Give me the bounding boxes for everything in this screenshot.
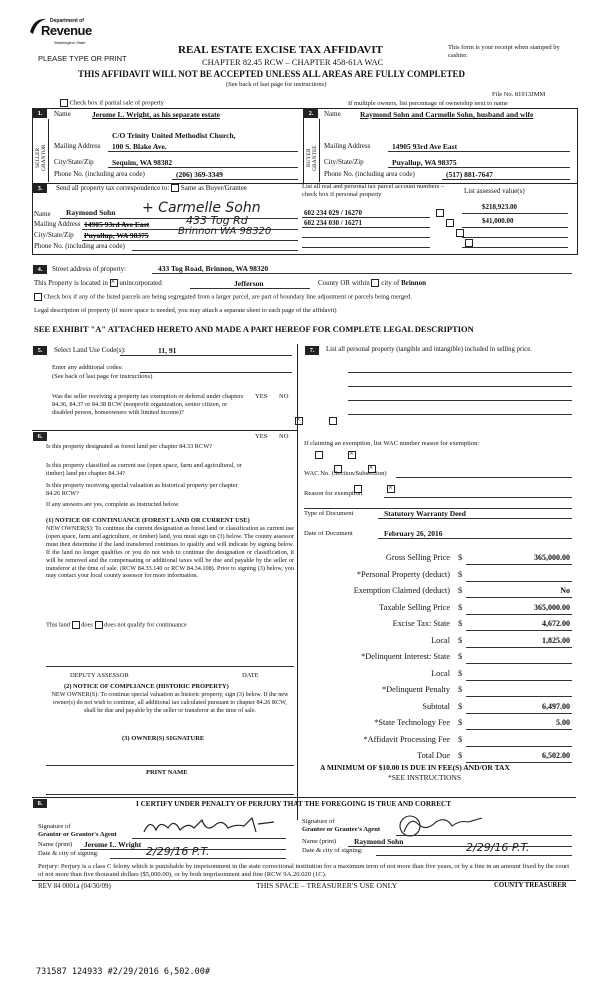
send-correspondence-label bbox=[56, 184, 247, 192]
tax-row-dollar: $ bbox=[458, 602, 463, 612]
segregated-label: Check box if any of the listed parcels are being segregated from a larger parcel, are part of boundary line adjustment or parcels being merged. bbox=[43, 293, 412, 301]
buyer-mailing-label: Mailing Address bbox=[324, 142, 371, 150]
s3-name-label: Name bbox=[34, 210, 51, 218]
s6-yes-header: YES bbox=[255, 433, 268, 440]
section-8-number: 8. bbox=[33, 799, 47, 808]
tax-row-label: Taxable Selling Price bbox=[379, 602, 450, 612]
wac-label: WAC No. (Section/Subsection) bbox=[304, 470, 387, 477]
seller-mailing-label: Mailing Address bbox=[54, 142, 101, 150]
s3-city-label: City/State/Zip bbox=[34, 231, 74, 239]
does-not-checkbox[interactable] bbox=[95, 621, 103, 629]
grantor-signature-icon bbox=[140, 814, 280, 840]
tax-row-label: *Delinquent Interest: State bbox=[361, 652, 450, 661]
tax-row-label: *State Technology Fee bbox=[374, 718, 450, 727]
seller-name: Jerome L. Wright, as his separate estate bbox=[92, 110, 220, 119]
logo bbox=[28, 16, 98, 48]
grantor-sig-label-1: Signature of bbox=[38, 823, 71, 830]
parcel-2-number: 602 234 030 / 16271 bbox=[304, 219, 362, 227]
tax-row-value[interactable]: 365,000.00 bbox=[534, 602, 570, 612]
section-3-number: 3. bbox=[33, 184, 47, 193]
receipt-note: This form is your receipt when stamped by cashier. bbox=[448, 44, 560, 59]
tax-row-value[interactable]: 1,825.00 bbox=[542, 635, 570, 645]
buyer-city: Puyallup, WA 98375 bbox=[392, 158, 457, 167]
county-treasurer: COUNTY TREASURER bbox=[494, 882, 567, 889]
s6-question-1: Is this property designated as forest land per chapter 84.33 RCW? bbox=[46, 443, 212, 450]
tax-row-dollar: $ bbox=[458, 734, 463, 744]
tax-table-row bbox=[300, 586, 576, 600]
q3-no-checkbox[interactable] bbox=[387, 485, 395, 493]
county-or-row bbox=[318, 279, 426, 287]
tax-row-label: Subtotal bbox=[422, 701, 450, 711]
s3-name-handwritten: + Carmelle Sohn bbox=[142, 200, 261, 216]
s3-city-handwritten: Brinnon WA 98320 bbox=[178, 226, 272, 237]
additional-codes-note: (See back of last page for instructions) bbox=[52, 373, 153, 380]
logo-line1: Department of bbox=[50, 18, 84, 24]
tax-table-row bbox=[300, 685, 576, 699]
doc-date: February 26, 2016 bbox=[384, 529, 443, 538]
parcel-2-personal-checkbox[interactable] bbox=[446, 219, 454, 227]
grantor-date-handwritten: 2/29/16 P.T. bbox=[146, 845, 210, 858]
tax-row-label: *Affidavit Processing Fee bbox=[363, 734, 450, 744]
grantee-name-label: Name (print) bbox=[302, 838, 337, 845]
multiple-owners-note: If multiple owners, list percentage of ownership next to name bbox=[348, 100, 508, 107]
tax-table-row bbox=[300, 570, 576, 584]
q1-no-checkbox[interactable] bbox=[348, 451, 356, 459]
tax-row-dollar: $ bbox=[458, 635, 463, 645]
notice-1-title: (1) NOTICE OF CONTINUANCE (FOREST LAND OR CURRENT USE) bbox=[46, 517, 250, 524]
segregated-row bbox=[34, 293, 412, 301]
same-as-buyer-checkbox[interactable] bbox=[171, 184, 179, 192]
s6-question-3: Is this property receiving special valuation as historical property per chapter 84.26 RCW? bbox=[46, 482, 238, 497]
exemption-claim-label: If claiming an exemption, list WAC number reason for exemption: bbox=[304, 440, 480, 447]
tax-table-row bbox=[300, 735, 576, 749]
tax-row-dollar: $ bbox=[458, 586, 463, 595]
grantee-date-label: Date & city of signing: bbox=[302, 847, 363, 854]
tax-row-dollar: $ bbox=[458, 619, 463, 628]
tax-row-value[interactable]: 5.00 bbox=[556, 718, 570, 727]
tax-row-label: *Delinquent Penalty bbox=[382, 685, 450, 694]
tax-row-dollar: $ bbox=[458, 718, 463, 727]
doc-type: Statutory Warranty Deed bbox=[384, 509, 466, 518]
treasurer-space: THIS SPACE – TREASURER'S USE ONLY bbox=[256, 881, 398, 890]
cashier-stamp: 731587 124933 #2/29/2016 6,502.00# bbox=[36, 967, 210, 977]
please-type: PLEASE TYPE OR PRINT bbox=[38, 54, 127, 63]
parcel-2-value: $41,000.00 bbox=[482, 217, 514, 225]
s3-mailing-handwritten: 433 Tog Rd bbox=[186, 214, 248, 227]
grantor-name-label: Name (print) bbox=[38, 841, 73, 848]
buyer-city-label: City/State/Zip bbox=[324, 158, 364, 166]
date-label: DATE bbox=[242, 672, 259, 679]
additional-codes-label: Enter any additional codes: bbox=[52, 364, 123, 371]
tax-row-dollar: $ bbox=[458, 553, 463, 562]
grantee-sig-label-1: Signature of bbox=[302, 818, 335, 825]
qualify-row bbox=[46, 621, 187, 629]
parcel-1-number: 602 234 029 / 16270 bbox=[304, 209, 362, 217]
county-or-label: County OR within bbox=[318, 279, 370, 287]
buyer-mailing: 14905 93rd Ave East bbox=[392, 142, 458, 151]
tax-row-label: Exemption Claimed (deduct) bbox=[353, 586, 450, 595]
tax-row-value[interactable]: 365,000.00 bbox=[534, 553, 570, 562]
tax-table-row bbox=[300, 603, 576, 617]
section-6-number: 6. bbox=[33, 432, 47, 441]
partial-sale-label: Check box if partial sale of property bbox=[69, 99, 164, 107]
seller-name-label: Name bbox=[54, 110, 71, 118]
certify-text: I CERTIFY UNDER PENALTY OF PERJURY THAT THE FOREGOING IS TRUE AND CORRECT bbox=[136, 800, 451, 808]
deputy-assessor-label: DEPUTY ASSESSOR bbox=[70, 672, 129, 679]
s3-name: Raymond Sohn bbox=[66, 208, 116, 217]
form-subtitle: CHAPTER 82.45 RCW – CHAPTER 458-61A WAC bbox=[202, 57, 384, 67]
logo-line3: Washington State bbox=[54, 40, 86, 45]
tax-table-row bbox=[300, 718, 576, 732]
tax-row-value[interactable]: 4,672.00 bbox=[542, 619, 570, 628]
see-back-note: (See back of last page for instructions) bbox=[226, 81, 327, 88]
tax-row-value[interactable]: 6,497.00 bbox=[542, 701, 570, 711]
tax-table-row bbox=[300, 553, 576, 567]
grantor-name: Jerome L. Wright bbox=[84, 840, 142, 849]
buyer-name-label: Name bbox=[324, 110, 341, 118]
tax-row-value[interactable]: No bbox=[560, 586, 570, 595]
notice-1-body: NEW OWNER(S): To continue the current designation as forest land or classification as current use (open space, farm and agriculture, or timber) land, you must sign on (3) below. The county assessor must then determine if the land transferred continues to qualify and will indicate by signing below. If the land no longer qualifies or you do not wish to continue the designation or classification, it will be removed and the compensating or additional taxes will be due and payable by the seller or transferor at the time of sale. (RCW 84.33.140 or RCW 84.34.108). Prior to signing (3) below, you may contact your local county assessor for more information. bbox=[46, 525, 294, 580]
s5-yes-header: YES bbox=[255, 393, 268, 400]
tax-row-label: Excise Tax: State bbox=[392, 619, 450, 628]
city-of-label: city of bbox=[381, 279, 400, 287]
form-warning: THIS AFFIDAVIT WILL NOT BE ACCEPTED UNLESS ALL AREAS ARE FULLY COMPLETED bbox=[78, 69, 466, 79]
segregated-checkbox[interactable] bbox=[34, 293, 42, 301]
grantee-date-handwritten: 2/29/16 P.T. bbox=[466, 841, 530, 854]
tax-row-label: Gross Selling Price bbox=[385, 553, 450, 562]
minimum-due: A MINIMUM OF $10.00 IS DUE IN FEE(S) AND/OR TAX bbox=[320, 763, 510, 772]
this-land-label: This land bbox=[46, 621, 70, 629]
land-use-label: Select Land Use Code(s): bbox=[54, 346, 126, 354]
tax-table-row bbox=[300, 669, 576, 683]
located-row bbox=[34, 279, 162, 287]
parcel-1-personal-checkbox[interactable] bbox=[436, 209, 444, 217]
buyer-grantee-label: BUYER GRANTEE bbox=[306, 145, 318, 171]
tax-row-label: *Personal Property (deduct) bbox=[356, 569, 450, 579]
does-label: does bbox=[81, 621, 93, 629]
doc-type-label: Type of Document bbox=[304, 510, 354, 517]
legal-description-label: Legal description of property (if more space is needed, you may attach a separate sheet to each page of the affidavit) bbox=[34, 307, 337, 314]
s6-question-2: Is this property classified as current use (open space, farm and agricultural, or timber) land per chapter 84.34? bbox=[46, 462, 242, 477]
q1-yes-checkbox[interactable] bbox=[315, 451, 323, 459]
exhibit-a-text: SEE EXHIBIT "A" ATTACHED HERETO AND MADE A PART HEREOF FOR COMPLETE LEGAL DESCRIPTION bbox=[34, 324, 474, 334]
tax-row-dollar: $ bbox=[458, 652, 463, 661]
s3-city: Puyallup, WA 98375 bbox=[84, 231, 149, 240]
section-2-number: 2. bbox=[304, 109, 318, 118]
s3-mailing: 14905 93rd Ave East bbox=[84, 220, 150, 229]
tax-row-label: Total Due bbox=[417, 751, 450, 760]
s6-q-note: If any answers are yes, complete as instructed below. bbox=[46, 501, 180, 508]
seller-city-label: City/State/Zip bbox=[54, 158, 94, 166]
county-name: Jefferson bbox=[234, 279, 264, 288]
tax-table-row bbox=[300, 636, 576, 650]
does-checkbox[interactable] bbox=[72, 621, 80, 629]
s3-phone-label: Phone No. (including area code) bbox=[34, 242, 125, 250]
see-instructions: *SEE INSTRUCTIONS bbox=[388, 773, 462, 782]
unincorporated-checkbox[interactable] bbox=[110, 279, 118, 287]
city-name: Brinnon bbox=[401, 279, 426, 287]
s5-no-checkbox[interactable] bbox=[329, 417, 337, 425]
file-number: File No. 81913JMM bbox=[492, 91, 546, 98]
seller-grantor-label: SELLER GRANTOR bbox=[35, 144, 47, 172]
grantor-sig-label-2: Grantor or Grantor's Agent bbox=[38, 831, 117, 838]
notice-2-body: NEW OWNER(S): To continue special valuation as historic property, sign (3) below. If the new owner(s) do not wish to continue, all additional tax calculated pursuant to chapter 84.26 RCW, shall be due and payable by the seller or transferor at the time of sale. bbox=[51, 691, 289, 714]
tax-table-row bbox=[300, 619, 576, 633]
s6-no-header: NO bbox=[279, 433, 289, 440]
tax-row-dollar: $ bbox=[458, 668, 463, 678]
tax-table-row bbox=[300, 702, 576, 716]
same-as-buyer-label: Same as Buyer/Grantee bbox=[180, 184, 247, 192]
owner-signature-label: (3) OWNER(S) SIGNATURE bbox=[122, 735, 205, 742]
seller-phone-label: Phone No. (including area code) bbox=[54, 170, 145, 178]
s5-question: Was the seller receiving a property tax exemption or deferral under chapters 84.36, 84.37 or 84.38 RCW (nonprofit organization, senior citizen, or disabled person, homeowners with limited income)? bbox=[52, 393, 244, 416]
partial-sale-row bbox=[60, 99, 164, 107]
reason-label: Reason for exemption bbox=[304, 490, 363, 497]
section-4-number: 4. bbox=[33, 265, 47, 274]
buyer-phone: (517) 881-7647 bbox=[446, 170, 493, 179]
grantor-date-label: Date & city of signing: bbox=[38, 850, 99, 857]
tax-row-dollar: $ bbox=[458, 569, 463, 579]
street-address: 433 Tog Road, Brinnon, WA 98320 bbox=[158, 264, 269, 273]
unincorporated-label: unincorporated bbox=[119, 279, 162, 287]
rev-number: REV 84 0001a (04/30/09) bbox=[38, 882, 111, 890]
seller-mailing: 100 S. Blake Ave. bbox=[112, 142, 167, 151]
buyer-phone-label: Phone No. (including area code) bbox=[324, 170, 415, 178]
tax-row-label: Local bbox=[431, 668, 450, 678]
seller-phone: (206) 369-3349 bbox=[176, 170, 223, 179]
assessed-values-label: List assessed value(s) bbox=[464, 187, 525, 195]
form-title: REAL ESTATE EXCISE TAX AFFIDAVIT bbox=[178, 44, 383, 56]
parcels-label: List all real and personal tax parcel account numbers – check box if personal property bbox=[302, 183, 445, 198]
s3-mailing-label: Mailing Address bbox=[34, 220, 81, 228]
partial-sale-checkbox[interactable] bbox=[60, 99, 68, 107]
perjury-text: Perjury: Perjury is a class C felony which is punishable by imprisonment in the state correctional institution for a maximum term of not more than five years, or by a fine in an amount fixed by the court of not more than five thousand dollars ($5,000.00), or by both imprisonment and fine (RCW 9A.20.020 (1C). bbox=[38, 863, 570, 878]
personal-property-label: List all personal property (tangible and intangible) included in selling price. bbox=[326, 346, 532, 353]
tax-row-label: Local bbox=[431, 635, 450, 645]
tax-row-dollar: $ bbox=[458, 701, 463, 711]
seller-city: Sequim, WA 98382 bbox=[112, 158, 173, 167]
logo-word: Revenue bbox=[41, 23, 92, 38]
tax-row-dollar: $ bbox=[458, 751, 463, 760]
seller-addr-top: C/O Trinity United Methodist Church, bbox=[112, 131, 236, 140]
tax-row-dollar: $ bbox=[458, 685, 463, 694]
send-correspondence-text: Send all property tax correspondence to: bbox=[56, 184, 170, 192]
does-not-label: does not qualify for continuance bbox=[104, 621, 187, 629]
print-name-label: PRINT NAME bbox=[146, 769, 188, 776]
located-label: This Property is located in bbox=[34, 279, 108, 287]
buyer-name: Raymond Sohn and Carmelle Sohn, husband and wife bbox=[360, 110, 534, 119]
tax-table-row bbox=[300, 652, 576, 666]
land-use-codes: 11, 91 bbox=[158, 346, 177, 355]
section-1-number: 1. bbox=[33, 109, 47, 118]
notice-2-title: (2) NOTICE OF COMPLIANCE (HISTORIC PROPERTY) bbox=[64, 683, 229, 690]
section-5-number: 5. bbox=[33, 346, 47, 355]
s5-no-header: NO bbox=[279, 393, 289, 400]
doc-date-label: Date of Document bbox=[304, 530, 353, 537]
s5-yes-checkbox[interactable] bbox=[295, 417, 303, 425]
tax-row-value[interactable]: 6,502.00 bbox=[542, 751, 570, 760]
grantee-name: Raymond Sohn bbox=[354, 837, 404, 846]
city-of-checkbox[interactable] bbox=[371, 279, 379, 287]
grantee-sig-label-2: Grantee or Grantee's Agent bbox=[302, 826, 381, 833]
parcel-1-value: $218,923.00 bbox=[482, 203, 517, 211]
street-address-label: Street address of property: bbox=[52, 265, 127, 273]
section-7-number: 7. bbox=[305, 346, 319, 355]
